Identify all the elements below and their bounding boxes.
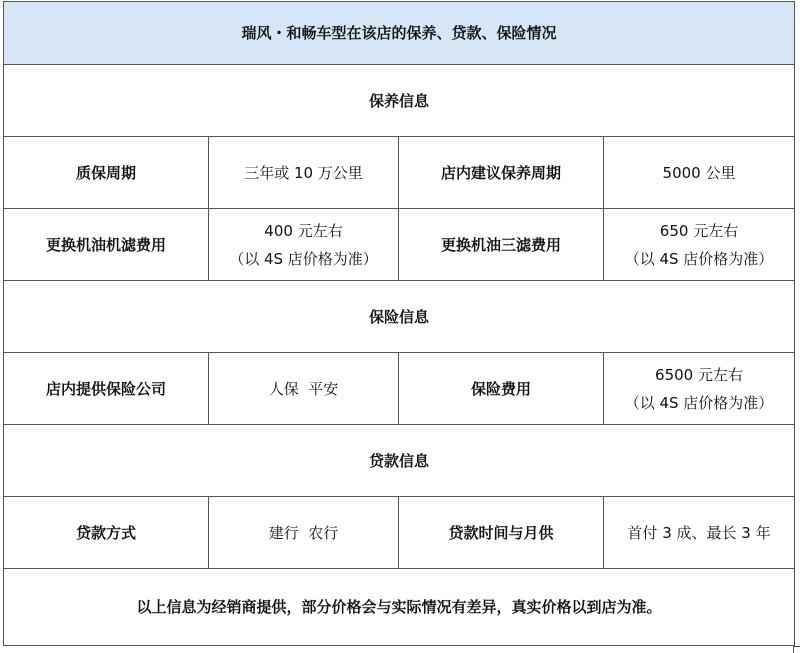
oil-filter-cost-value (209, 209, 399, 281)
service-interval-label: 店内建议保养周期 (399, 137, 604, 209)
loan-term-value: 首付 3 成、最长 3 年 (604, 497, 795, 569)
loan-method-label: 贷款方式 (4, 497, 209, 569)
oil-filter-cost-amount: 400 元左右 (264, 221, 343, 240)
insurance-cost-label: 保险费用 (399, 353, 604, 425)
oil-filter-cost-note: （以 4S 店价格为准） (229, 249, 378, 268)
three-filter-cost-value (604, 209, 795, 281)
insurance-cost-note: （以 4S 店价格为准） (624, 393, 774, 412)
table-row (4, 497, 795, 569)
table-row (4, 353, 795, 425)
loan-header: 贷款信息 (4, 425, 795, 497)
table-row (4, 137, 795, 209)
footer-row (4, 569, 795, 646)
loan-header-row (4, 425, 795, 497)
insurance-cost-value (604, 353, 795, 425)
warranty-label: 质保周期 (4, 137, 209, 209)
three-filter-cost-note: （以 4S 店价格为准） (624, 249, 774, 268)
three-filter-cost-amount: 650 元左右 (659, 221, 739, 240)
title-row (4, 2, 795, 65)
insurance-header: 保险信息 (4, 281, 795, 353)
three-filter-cost-label: 更换机油三滤费用 (399, 209, 604, 281)
maintenance-header: 保养信息 (4, 65, 795, 137)
insurer-value: 人保 平安 (209, 353, 399, 425)
insurer-label: 店内提供保险公司 (4, 353, 209, 425)
loan-term-label: 贷款时间与月供 (399, 497, 604, 569)
info-table (3, 1, 795, 646)
table-title: 瑞风・和畅车型在该店的保养、贷款、保险情况 (4, 2, 795, 65)
footer-note: 以上信息为经销商提供，部分价格会与实际情况有差异，真实价格以到店为准。 (4, 569, 795, 646)
maintenance-header-row (4, 65, 795, 137)
loan-method-value: 建行 农行 (209, 497, 399, 569)
corner-mark (793, 646, 800, 653)
insurance-header-row (4, 281, 795, 353)
table-row (4, 209, 795, 281)
insurance-cost-amount: 6500 元左右 (655, 365, 743, 384)
warranty-value: 三年或 10 万公里 (209, 137, 399, 209)
service-interval-value: 5000 公里 (604, 137, 795, 209)
oil-filter-cost-label: 更换机油机滤费用 (4, 209, 209, 281)
